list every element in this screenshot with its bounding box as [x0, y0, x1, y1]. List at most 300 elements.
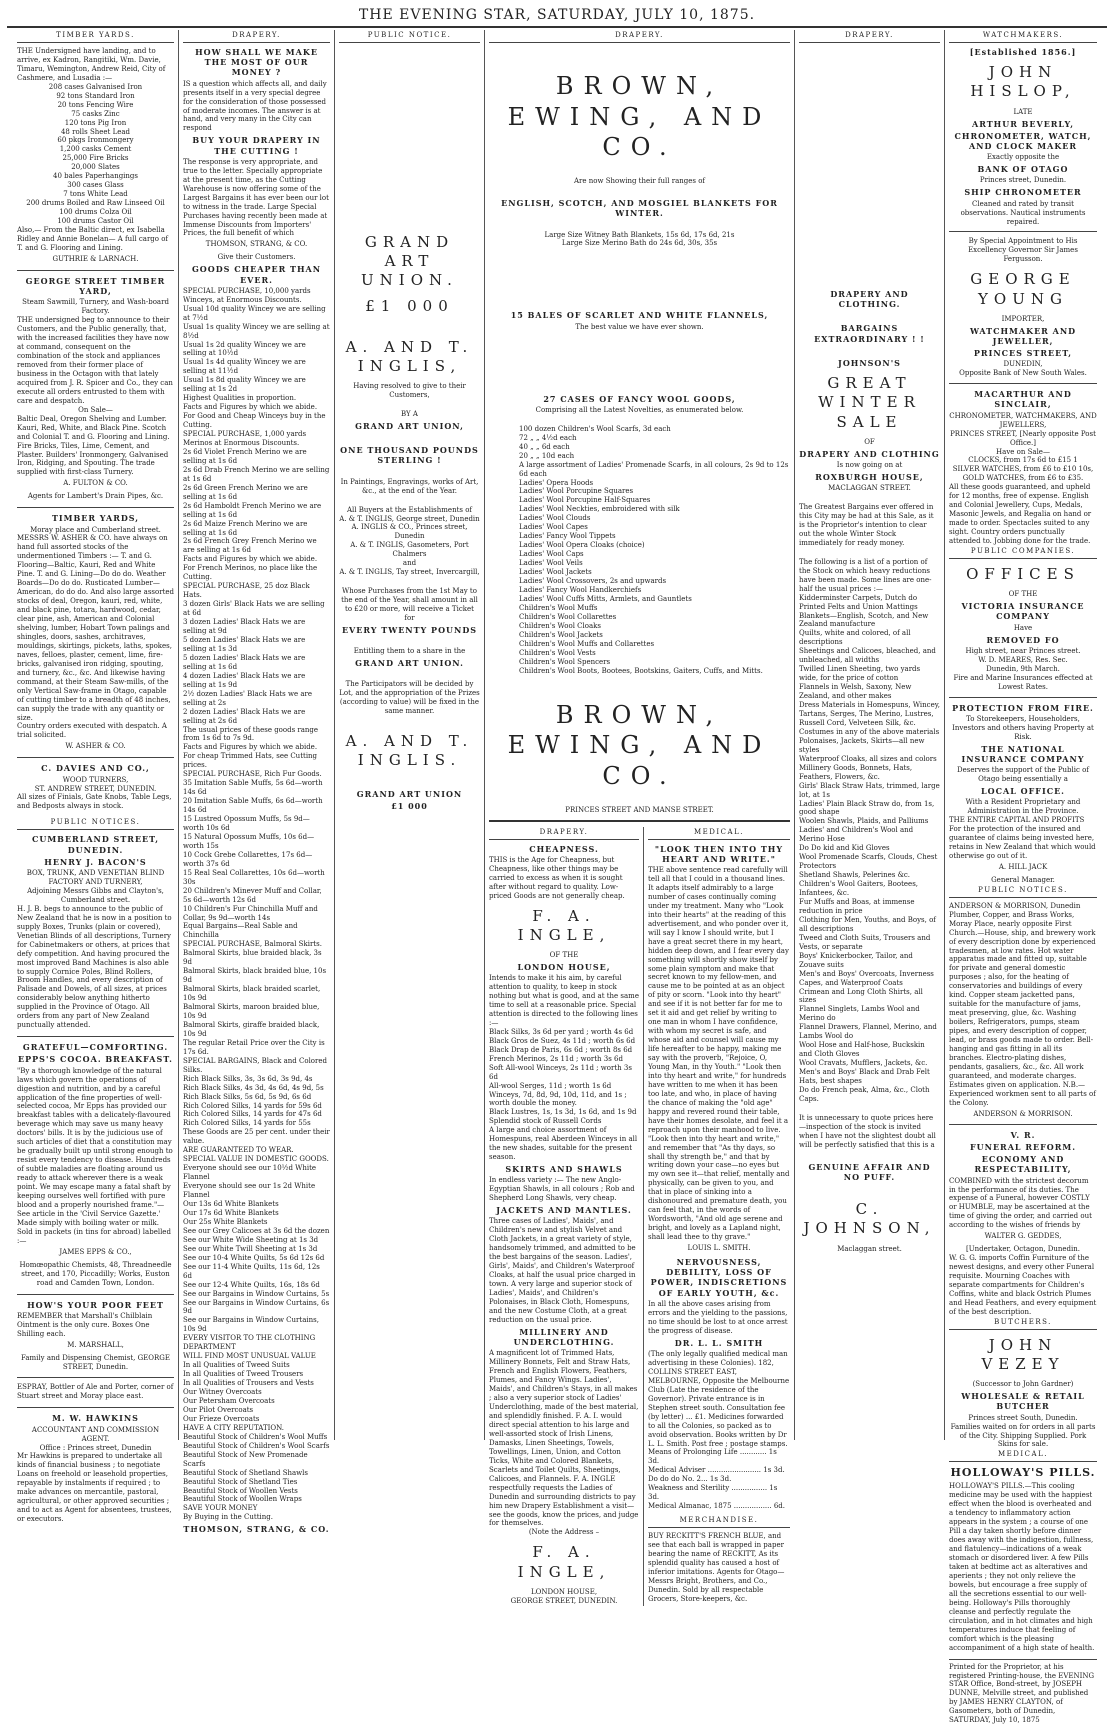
ad-text: By Special Appointment to His Excellency Governor Sir James Fergusson. — [968, 237, 1078, 264]
item-list — [17, 83, 174, 226]
goods-line: Ladies' Wool Caps — [519, 550, 584, 559]
ad-address: High street, near Princes street. — [965, 646, 1081, 655]
ad-text: A large and choice assortment of Homespuns, real Aberdeen Winceys in all the new shades, suitable for the present season. — [489, 1126, 638, 1162]
price-line: Highest Qualities in proportion. — [183, 394, 297, 403]
stock-line: Costumes in any of the above materials — [799, 727, 940, 736]
prize-amount: £1 000 — [365, 296, 454, 315]
ad-text: LATE — [1013, 107, 1033, 116]
ad-text: With a Resident Proprietary and Administration in the Province. — [965, 798, 1081, 816]
goods-line: Ladies' Wool Porcupine Half-Squares — [519, 496, 651, 505]
list-item: 40 bales Paperhangings — [52, 172, 138, 181]
ad-title: HOLLOWAY'S PILLS. — [950, 1466, 1096, 1480]
goods-line: Ladies' Wool Cuffs Mitts, Armlets, and Gauntlets — [519, 594, 692, 603]
ad-text: [Established 1856.] — [969, 46, 1077, 57]
list-item: Do do do No. 2... 1s 3d. — [648, 1475, 732, 1484]
stock-line: Wool Hose and Half-hose, Buckskin and Cloth Gloves — [799, 1041, 925, 1059]
price-line: Black Gros de Suez, 4s 11d ; worth 6s 6d — [489, 1036, 636, 1045]
ad-name: F. A. INGLE, — [517, 906, 611, 944]
ad-title: ENGLISH, SCOTCH, AND MOSGIEL BLANKETS FOR WINTER. — [501, 198, 778, 219]
price-line: See our Bargains in Window Curtains, 10s 9d — [183, 1316, 319, 1334]
ad-signature: A. FULTON & CO. — [63, 479, 128, 488]
goods-list — [489, 425, 790, 676]
royal-crest-text: V. R. — [1010, 1129, 1036, 1140]
price-list — [183, 287, 330, 1523]
ad-title: BARGAINS EXTRAORDINARY ! ! — [814, 323, 925, 344]
ad-text: Agents for Lambert's Drain Pipes, &c. — [27, 492, 164, 501]
ad-name: A. AND T. INGLIS. — [345, 732, 474, 770]
ad-signature: ANDERSON & MORRISON. — [973, 1109, 1073, 1118]
list-item: 200 drums Boiled and Raw Linseed Oil — [26, 199, 165, 208]
ad-text: All these goods guaranteed, and upheld for 12 months, free of expense. English and Colonial Jewellery, Cups, Medals, Masonic Jewels, and Regalia on hand or made to order. Spectacles suited to any sight. Country orders punctually attended to. Jobbing done for the trade. — [949, 483, 1092, 546]
price-line: SPECIAL PURCHASE, 25 doz Black Hats. — [183, 582, 310, 600]
price-line: SPECIAL PURCHASE, Balmoral Skirts. — [183, 940, 322, 949]
section-header: DRAPERY. — [489, 30, 790, 43]
ad-title: WATCHMAKER AND JEWELLER, — [969, 325, 1077, 346]
espray-ad — [17, 1383, 174, 1401]
price-line: In all Qualities of Tweed Suits — [183, 1361, 290, 1370]
price-line: Usual 1s 4d quality Wincey we are selling at 11½d — [183, 358, 306, 376]
goods-line: Ladies' Fancy Wool Handkerchiefs — [519, 585, 642, 594]
ad-text: On Sale— — [78, 405, 113, 414]
ad-title: CHEAPNESS. — [529, 843, 599, 854]
ad-title: GRAND ART UNION, — [355, 420, 464, 431]
ad-title: LONDON HOUSE, — [517, 961, 611, 972]
ad-text: A. & T. INGLIS, Tay street, Invercargill, — [339, 568, 480, 577]
goods-line: 40 „ „ 6d each — [519, 442, 570, 451]
goods-line: Children's Wool Cloaks — [519, 621, 601, 630]
ad-text: HOLLOWAY'S PILLS.—This cooling medicine may be used with the happiest effect when the blood is overheated and a tendency to inflammatory action appears in the system ; a course of one Pill a day taken shortly before dinner does away with the indigestion, fullness, and flatulency—indications of a weak stomach or disordered liver. A few Pills taken at bedtime act as alteratives and aperients ; they not only relieve the bowels, but encourage a free supply of all the secretions essential to our well-being. Holloway's Pills thoroughly cleanse and perfectly regulate the circulation, and in hot climates and high temperatures induce that feeling of comfort which is the pleasing accompaniment of a high state of health. — [949, 1482, 1095, 1652]
ad-title: DR. L. L. SMITH — [674, 1337, 764, 1348]
goods-line: Ladies' Wool Porcupine Squares — [519, 487, 634, 496]
ad-name: HENRY J. BACON'S — [44, 856, 147, 867]
price-line: SPECIAL PURCHASE, 10,000 yards Winceys, at Enormous Discounts. — [183, 286, 311, 304]
ad-title: HOW SHALL WE MAKE THE MOST OF OUR MONEY ? — [195, 46, 318, 78]
ad-address: PRINCES STREET, [Nearly opposite Post Office.] — [950, 429, 1096, 447]
masthead: THE EVENING STAR, SATURDAY, JULY 10, 1875. — [7, 4, 1107, 28]
ad-subtitle: Moray place and Cumberland street. — [30, 525, 161, 534]
price-line: Balmoral Skirts, blue braided black, 3s 9d — [183, 949, 322, 967]
ad-name: JOHN HISLOP, — [970, 63, 1076, 101]
ad-text: (Note the Address – — [528, 1528, 600, 1537]
ad-text: A. INGLIS & CO., Princes street, Dunedin — [351, 523, 468, 541]
stock-line: Kidderminster Carpets, Dutch do — [799, 593, 918, 602]
price-line: Our Petersham Overcoats — [183, 1396, 275, 1405]
stock-line: Wool Promenade Scarfs, Clouds, Chest Protectors — [799, 853, 938, 871]
ad-text: "By a thorough knowledge of the natural laws which govern the operations of digestion and nutrition, and by a careful application of the fine properties of well-selected cocoa, Mr Epps has provided our breakfast tables with a delicately-flavoured beverage which may save us many heavy doctors' bills. It is by the judicious use of such articles of diet that a constitution may be gradually built up until strong enough to resist every tendency to disease. Hundreds of subtle maladies are floating around us ready to attack wherever there is a weak point. We may escape many a fatal shaft by keeping ourselves well fortified with pure blood and a properly nourished frame."—See article in the 'Civil Service Gazette.' Made simply with boiling water or milk. Sold in packets (in tins for abroad) labelled :— — [17, 1066, 173, 1245]
section-header: MERCHANDISE. — [648, 1515, 790, 1528]
price-line: See our Grey Calicoes at 3s 6d the dozen — [183, 1226, 330, 1235]
stock-line: Shetland Shawls, Pelerines &c. — [799, 871, 910, 880]
ad-name: F. A. INGLE, — [517, 1543, 611, 1581]
ad-name: GEORGE YOUNG — [970, 270, 1076, 308]
ad-text: Large Size Witney Bath Blankets, 15s 6d, 17s 6d, 21s — [544, 230, 735, 239]
ad-title: SHIP CHRONOMETER — [964, 187, 1082, 198]
ad-signature: THOMSON, STRANG, & CO. — [205, 240, 308, 249]
ad-name: JOHN VEZEY — [981, 1335, 1065, 1374]
price-line: 15 Real Seal Collarettes, 10s 6d—worth 30s — [183, 868, 325, 886]
guthrie-ad — [17, 47, 174, 264]
ad-text: In all the above cases arising from errors and the yielding to the passions, no time should be lost to at once arrest the progress of disease. — [648, 1299, 788, 1335]
price-line: Rich Black Silks, 4s 3d, 4s 6d, 4s 9d, 5s — [183, 1083, 324, 1092]
ingle-column — [489, 827, 644, 1606]
ad-title: GRATEFUL—COMFORTING. — [22, 1042, 169, 1053]
stock-line: Dress Materials in Homespuns, Wincey, Tartans, Serges, The Merino, Lustres, Russell Cord, Velveteen Silk, &c. — [799, 701, 940, 727]
section-header: DRAPERY. — [799, 30, 940, 43]
ad-title: THE NATIONAL INSURANCE COMPANY — [961, 743, 1085, 764]
ad-text: Are now Showing their full ranges of — [573, 177, 706, 186]
ad-signature: M. MARSHALL, — [67, 1340, 124, 1349]
ad-subtitle: BOX, TRUNK, AND VENETIAN BLIND FACTORY AND TURNERY, — [26, 869, 165, 886]
ad-text: REMEMBER that Marshall's Chilblain Ointment is the only cure. Boxes One Shilling each. — [17, 1311, 153, 1338]
ad-title: BUY YOUR DRAPERY IN THE CUTTING ! — [192, 135, 321, 156]
list-item: 25,000 Fire Bricks — [62, 154, 129, 163]
ad-text: and — [402, 559, 417, 568]
price-line: Beautiful Stock of Shetland Shawls — [183, 1468, 309, 1477]
ad-text: Have — [1013, 623, 1033, 632]
ad-signature: W. D. MEARES, Res. Sec. — [978, 655, 1068, 664]
price-line: Usual 10d quality Wincey we are selling at 7½d — [183, 304, 326, 322]
ad-title: DRAPERY AND CLOTHING — [799, 448, 940, 459]
ad-title: ROXBURGH HOUSE, — [815, 471, 924, 482]
stock-line: Crimean and Long Cloth Shirts, all sizes — [799, 987, 923, 1005]
ad-text: [Undertaker, Octagon, Dunedin. — [965, 1245, 1081, 1254]
section-header: PUBLIC NOTICES. — [949, 885, 1097, 898]
price-line: See our Bargains in Window Curtains, 5s — [183, 1289, 330, 1298]
ad-text: Intends to make it his aim, by careful attention to quality, to keep in stock nothing but what is good, and at the same time to sell at a reasonable price. Special attention is directed to the following lines :— — [489, 974, 639, 1027]
list-item: 120 tons Pig Iron — [64, 118, 127, 127]
price-line: See our 12-4 White Quilts, 16s, 18s 6d — [183, 1280, 320, 1289]
ad-text: In Paintings, Engravings, works of Art, &c., at the end of the Year. — [340, 477, 479, 495]
ad-text: THE Undersigned have landing, and to arrive, ex Kadron, Rangitiki, Wm. Davie, Timaru, Wemington, Andrew Reid, City of Cashmere, and Lusadia :— — [17, 46, 166, 82]
price-line: Black Lustres, 1s, 1s 3d, 1s 6d, and 1s 9d — [489, 1108, 637, 1117]
list-item: Medical Adviser ........................ 1s 3d. — [648, 1466, 785, 1475]
ad-text: THE undersigned beg to announce to their Customers, and the Public generally, that, with the increased facilities they have now at command, consequent on the combination of the stock and appliances removed from their former place of business in the Octagon with that lately acquired from J. R. Spicer and Co., they can execute all orders entrusted to them with care and despatch. — [17, 316, 173, 405]
price-line: Soft All-wool Winceys, 2s 11d ; worth 3s 6d — [489, 1063, 632, 1081]
ad-title: GENUINE AFFAIR AND NO PUFF. — [808, 1161, 931, 1182]
price-line: Rich Colored Silks, 14 yards for 47s 6d — [183, 1110, 322, 1119]
ad-title: REMOVED FO — [986, 634, 1060, 645]
ad-text: ESPRAY, Bottler of Ale and Porter, corner of Stuart street and Moray place east. — [17, 1383, 174, 1401]
price-line: Balmoral Skirts, black braided scarlet, 10s 9d — [183, 985, 321, 1003]
ad-text: ANDERSON & MORRISON, Dunedin Plumber, Copper, and Brass Works, Moray Place, nearly opposite First Church.—House, ship, and brewery work of every description done by experienced tradesmen, at low rates. Hot water apparatus made and fitted up, suitable for private and general domestic purposes ; also, for the heating of conservatories and buildings of every kind. Copper steam jacketted pans, suitable for the manufacture of jams, meat preserving, glue, &c. Washing boilers, Refrigerators, pumps, steam pipes, and every description of copper, lead, or brass goods made to order. Bell-hanging and gas fitting in all its branches. Electro-plating dishes, pendants, gasaliers, &c., &c. All work guaranteed, and moderate charges. Estimates given on application. N.B.—Experienced workmen sent to all parts of the Colony. — [949, 901, 1096, 1107]
goods-line: 20 „ „ 10d each — [519, 451, 575, 460]
price-line: Black Silks, 3s 6d per yard ; worth 4s 6d — [489, 1027, 634, 1036]
ad-text: THE above sentence read carefully will tell all that I could in a thousand lines. It adapts itself admirably to a large number of cases continually coming under my treatment. Many who "Look into their hearts" at the reading of this advertisement, and who ponder over it, will say I know I should write, but I have a great secret there in my heart, hidden deep down, and I fear every day something will shortly show itself by some plain symptom and make that secret known to my fellow-men, and cause me to be pointed at as an object of pity or scorn. "Look into thy heart" and see if it is not better far for me to set it aid and get relief by writing to one man in whom I have confidence, with whom my secret is safe, and whose aid and counsel will cause my life hereafter to be happy, making me say with the proverb, "Rejoice, O, Young Man, in thy Youth." "Look then into thy heart and write," for hundreds have written to me when it has been too late, and who, in place of having the chance of making the "old age" happy and revered round their table, have their homes desolate, and feel it a reproach upon their manhood to live. "Look then into thy heart and write," and remember that "As thy days, so shall thy strength be," and that by writing down your case—no eyes but my own see it—that relief, mentally and physically, can be given to you, and that in place of sinking into a dishonoured and premature death, you can feel that, in the words of Wordsworth, "And old age serene and bright, and lovely as a Lapland night, shall lead thee to thy grave." — [648, 866, 790, 1242]
ad-address: Opposite Bank of New South Wales. — [959, 369, 1087, 378]
list-item: Means of Prolonging Life ............ 1s 3d. — [648, 1448, 777, 1466]
ad-text: CLOCKS, from 17s 6d to £15 1 — [968, 456, 1078, 465]
price-line: Beautiful Stock of Woollen Wraps — [183, 1495, 302, 1504]
ad-text: Have on Sale— — [996, 447, 1050, 456]
section-header: PUBLIC COMPANIES. — [949, 546, 1097, 559]
price-line: Our Witney Overcoats — [183, 1388, 262, 1397]
price-line: The regular Retail Price over the City is 17s 6d. — [183, 1038, 325, 1056]
ad-subtitle: Steam Sawmill, Turnery, and Wash-board Factory. — [22, 298, 169, 316]
price-line: The usual prices of these goods range from 1s 6d to 7s 9d. — [183, 725, 319, 743]
stock-line: Flannel Singlets, Lambs Wool and Merino do — [799, 1005, 920, 1023]
bacon-ad — [17, 834, 174, 1030]
stock-line: Men's and Boys' Overcoats, Inverness Capes, and Waterproof Coats — [799, 969, 934, 987]
ad-title: GRAND ART UNION — [356, 788, 463, 799]
ad-text: Country orders executed with despatch. A trial solicited. — [17, 722, 167, 740]
goods-line: Ladies' Fancy Wool Tippets — [519, 532, 616, 541]
ad-title: "LOOK THEN INTO THY HEART AND WRITE." — [654, 843, 784, 864]
ad-text: IMPORTER, — [1001, 314, 1045, 323]
price-line: Rich Black Silks, 3s, 3s 6d, 3s 9d, 4s — [183, 1074, 313, 1083]
column-4 — [485, 30, 795, 1605]
stock-line: Sheetings and Calicoes, bleached, and unbleached, all widths — [799, 647, 936, 665]
price-line: For French Merinos, no place like the Cutting. — [183, 564, 318, 582]
ad-address: GEORGE STREET, DUNEDIN. — [510, 1596, 618, 1605]
stock-line: Clothing for Men, Youths, and Boys, of all descriptions — [799, 915, 936, 933]
list-item: 20,000 Slates — [71, 163, 120, 172]
ad-text: All Buyers at the Establishments of — [346, 505, 473, 514]
ad-title: MILLINERY AND UNDERCLOTHING. — [513, 1326, 615, 1348]
ad-address: Maclaggan street. — [837, 1244, 902, 1253]
ad-name: JOHNSON'S — [838, 357, 901, 368]
list-item: Medical Almanac, 1875 ................. 6d. — [648, 1502, 785, 1511]
ad-title: EVERY TWENTY POUNDS — [341, 624, 478, 635]
stock-line: Ladies' Plain Black Straw do, from 1s, good shape — [799, 799, 935, 817]
list-item: 92 tons Standard Iron — [56, 91, 135, 100]
section-header: TIMBER YARDS. — [17, 30, 174, 43]
ad-text: Also,— From the Baltic direct, ex Isabella Ridley and Annie Bonelan— A full cargo of T. and G. Flooring and Lining. — [17, 226, 169, 252]
price-line: 2 dozen Ladies' Black Hats we are selling at 2s 6d — [183, 707, 306, 725]
price-line: For Good and Cheap Winceys buy in the Cutting. — [183, 412, 326, 430]
ad-text: THIS is the Age for Cheapness, but Cheapness, like other things may be carried to excess as when it is sought after without regard to quality. Low-priced Goods are not generally cheap. — [489, 855, 625, 900]
goods-line: Ladies' Wool Veils — [519, 559, 583, 568]
ad-title: GEORGE STREET TIMBER YARD, — [25, 275, 166, 297]
goods-line: Ladies' Wool Jackets — [519, 568, 592, 577]
price-line: Beautiful Stock of Children's Wool Scarfs — [183, 1441, 330, 1450]
price-line: Our 13s 6d White Blankets — [183, 1200, 279, 1209]
list-item: 7 tons White Lead — [63, 190, 128, 199]
imprint: Printed for the Proprietor, at his registered Printing-house, the EVENING STAR Office, Bond-street, by JOSEPH DUNNE, Melville street, and published by JAMES HENRY CLAYTON, of Gasometers, both of Dunedin, SATURDAY, July 10, 1875 — [949, 1659, 1097, 1725]
ad-title: ONE THOUSAND POUNDS STERLING ! — [340, 445, 479, 466]
ad-title: GRAND ART UNION. — [361, 232, 458, 290]
ad-signature: WALTER G. GEDDES, — [984, 1232, 1062, 1241]
price-line: 15 Natural Opossum Muffs, 10s 6d—worth 15s — [183, 832, 315, 850]
goods-line: Children's Wool Vests — [519, 648, 596, 657]
price-line: 2½ dozen Ladies' Black Hats we are selling at 2s — [183, 689, 313, 707]
price-line: See our White Twill Sheeting at 1s 3d — [183, 1244, 318, 1253]
column-3 — [335, 30, 485, 1440]
section-header: DRAPERY. — [183, 30, 330, 43]
price-line: Rich Colored Silks, 14 yards for 59s 6d — [183, 1101, 322, 1110]
price-line: Facts and Figures by which we abide. — [183, 743, 318, 752]
price-line: Splendid stock of Russell Cords — [489, 1117, 602, 1126]
ad-text: Fire and Marine Insurances effected at Lowest Rates. — [953, 673, 1093, 691]
price-line: Balmoral Skirts, black braided blue, 10s 9d — [183, 967, 327, 985]
price-line: SPECIAL PURCHASE, Rich Fur Goods. — [183, 770, 322, 779]
goods-line: 100 dozen Children's Wool Scarfs, 3d each — [519, 424, 671, 433]
ad-text: DUNEDIN, — [1003, 360, 1043, 369]
price-line: For cheap Trimmed Hats, see Cutting prices. — [183, 752, 318, 770]
ad-signature: LOUIS L. SMITH. — [687, 1244, 751, 1253]
marshall-ad — [17, 1300, 174, 1372]
ad-text: Having resolved to give to their Customers, — [353, 382, 466, 400]
price-line: 2s 6d Hamboldt French Merino we are selling at 1s 6d — [183, 501, 322, 519]
price-line: See our 11-4 White Quilts, 11s 6d, 12s 6d — [183, 1262, 320, 1280]
ad-title: TIMBER YARDS, — [51, 513, 140, 524]
price-line: 4 dozen Ladies' Black Hats we are selling at 1s 9d — [183, 671, 306, 689]
ad-text: THE ENTIRE CAPITAL AND PROFITS For the protection of the insured and guarantee of claims being invested here, retains in New Zealand that which would otherwise go out of it. — [949, 816, 1096, 860]
ad-text: The Participators will be decided by Lot, and the appropriation of the Prizes (according to value) will be fixed in the same manner. — [339, 680, 480, 716]
goods-line: Children's Wool Muffs and Collarettes — [519, 639, 655, 648]
ad-name: EPPS'S COCOA. BREAKFAST. — [18, 1054, 173, 1065]
ad-title: PROTECTION FROM FIRE. — [952, 702, 1094, 713]
goods-line: Children's Wool Boots, Bootees, Bootskins, Gaiters, Cuffs, and Mitts. — [519, 666, 763, 675]
price-line: 3 dozen Ladies' Black Hats we are selling at 9d — [183, 618, 306, 636]
price-line: 2s 6d Drab French Merino we are selling at 1s 6d — [183, 465, 330, 483]
ad-title: GOODS CHEAPER THAN EVER. — [191, 264, 322, 285]
ad-subtitle: ACCOUNTANT AND COMMISSION AGENT. — [31, 1425, 160, 1443]
stock-line: Quilts, white and colored, of all descriptions — [799, 629, 911, 647]
ad-text: MESSRS W. ASHER & CO. have always on hand full assorted stocks of the undermentioned Timbers :— T. and G. Flooring—Baltic, Kauri, Red and White Pine. T. and G. Lining—Do do do. Weather Boards—Do do do. Rusticated Lumber—American, do do do. And also large assorted stocks of deal, Oregon, kauri, red, white, and black pine, totara, hardwood, cedar, clear pine, ash, American and Colonial shelving, lumber, Hobart Town palings and shingles, doors, sashes, architraves, mouldings, skirtings, pickets, laths, spokes, naves, felloes, plaster, cement, lime, fire-bricks, galvanised iron ridging, spouting, and turnery, &c., &c. And likewise having command, at their Steam Saw-mills, of the only Vertical Saw-frame in Otago, capable of cutting timber to a breadth of 48 inches, can supply the trade with any quantity or size. — [17, 534, 175, 722]
section-header: PUBLIC NOTICES. — [17, 817, 174, 830]
ad-text: Three cases of Ladies', Maids', and Children's new and stylish Velvet and Cloth Jackets, in a great variety of style, handsomely trimmed, and admitted to be the best bargains of the season. Ladies', Girls', Maids', and Children's Waterproof Cloaks, at half the usual price charged in town. A very large and superior stock of Ladies', Maids', and Children's Polonaises, in Black Cloth, Homespuns, and the new Costume Cloth, at a great reduction on the usual price. — [489, 1217, 636, 1324]
ad-title: OFFICES — [966, 564, 1080, 583]
price-line: SPECIAL BARGAINS, Black and Colored Silks. — [183, 1056, 327, 1074]
ad-text: Baltic Deal, Oregon Shelving and Lumber. Kauri, Red, White, and Black Pine. Scotch and Colonial T. and G. Flooring and Lining. Fire Bricks, Tiles, Lime, Cement, and Plaster. Builders' Ironmongery, Galvanised Iron, Ridging, and Spouting. The trade supplied with first-class Turnery. — [17, 414, 170, 477]
ad-title: BANK OF OTAGO — [977, 164, 1069, 175]
list-item: 300 cases Glass — [67, 181, 124, 190]
list-item: 100 drums Castor Oil — [57, 217, 134, 226]
price-line: Rich Black Silks, 5s 6d, 5s 9d, 6s 6d — [183, 1092, 312, 1101]
stock-line: Tweed and Cloth Suits, Trousers and Vests, or separate — [799, 933, 931, 951]
goods-line: 72 „ „ 4½d each — [519, 433, 577, 442]
ad-address: MACLAGGAN STREET. — [828, 484, 911, 493]
ad-title: HOW'S YOUR POOR FEET — [27, 1299, 164, 1310]
ad-title: LOCAL OFFICE. — [981, 786, 1065, 796]
ad-signature: C. JOHNSON, — [803, 1200, 936, 1238]
list-item: Weakness and Sterility ................ 1s 3d. — [648, 1484, 778, 1502]
ad-text: In endless variety :— The new Anglo-Egyptian Shawls, in all colours ; Rob and Shepherd Long Shawls, very cheap. — [489, 1176, 635, 1203]
ad-name: M. W. HAWKINS — [52, 1413, 139, 1424]
ad-text: (The only legally qualified medical man advertising in these Colonies). 182, COLLINS STREET EAST, MELBOURNE, Opposite the Melbourne Club (Late the residence of the Governor). Private entrance is in Stephen street south. Consultation fee (by letter) ... £1. Medicines forwarded to all the Colonies, so packed as to avoid observation. Books written by Dr L. L. Smith. Post free ; postage stamps. — [648, 1350, 790, 1448]
stock-line: Polonaises, Jackets, Skirts—all new styles — [799, 736, 925, 754]
ad-subtitle: WOOD TURNERS, — [62, 775, 129, 784]
ad-text: OF THE — [549, 950, 579, 959]
ad-text: A magnificent lot of Trimmed Hats, Millinery Bonnets, Felt and Straw Hats, French and English Flowers, Feathers, Plumes, and Fancy Wings. Ladies', Maids', and Children's Stays, in all makes ; also a very superior stock of Ladies' Underclothing, made of the best material, and splendidly finished. F. A. I. would direct special attention to his large and well-assorted stock of Irish Linens, Damasks, Linen Sheetings, Towels, Towellings, Linen, Union, and Cotton Ticks, White and Colored Blankets, Scarlets and Toilet Quilts, Sheetings, Calicoes, and Flannels. F. A. INGLE respectfully requests the Ladies of Dunedin and surrounding districts to pay him new Drapery Establishment a visit—see the goods, know the prices, and judge for themselves. — [489, 1349, 639, 1528]
ad-title: 15 BALES OF SCARLET AND WHITE FLANNELS, — [510, 310, 769, 321]
epps-ad — [17, 1042, 174, 1287]
price-line: 10 Children's Fur Chinchilla Muff and Collar, 9s 9d—worth 14s — [183, 904, 318, 922]
ad-address: PRINCES STREET AND MANSE STREET. — [565, 805, 714, 814]
ad-text: All sizes of Finials, Gate Knobs, Table Legs, and Bedposts always in stock. — [17, 793, 172, 811]
ad-text: Deserves the support of the Public of Otago being essentially a — [957, 766, 1089, 784]
price-line: Usual 1s 2d quality Wincey we are selling at 10½d — [183, 340, 306, 358]
stock-line: Printed Felts and Union Mattings — [799, 602, 918, 611]
george-street-timber-ad — [17, 276, 174, 501]
ad-title: GRAND ART UNION. — [355, 658, 464, 669]
price-line: 20 Children's Minever Muff and Collar, 5s 6d—worth 12s 6d — [183, 886, 322, 904]
price-line: Everyone should see our 10½d White Flannel — [183, 1164, 317, 1182]
stock-line: Fur Muffs and Boas, at immense reduction in price — [799, 898, 915, 915]
price-line: In all Qualities of Tweed Trousers — [183, 1370, 304, 1379]
ad-title: FUNERAL REFORM. — [969, 1141, 1076, 1152]
list-item: 1,200 casks Cement — [59, 145, 132, 154]
ad-title: JACKETS AND MANTLES. — [496, 1205, 632, 1216]
ad-text: Families waited on for orders in all parts of the City. Shipping Supplied. Pork Skins for sale. — [950, 1422, 1096, 1449]
ad-signature: A. HILL JACK — [998, 862, 1048, 871]
price-line: ARE GUARANTEED TO WEAR. — [183, 1146, 294, 1155]
column-2 — [179, 30, 335, 1535]
price-line: EVERY VISITOR TO THE CLOTHING DEPARTMENT — [183, 1334, 316, 1352]
section-header: DRAPERY. — [489, 827, 639, 840]
price-line: Balmoral Skirts, maroon braided blue, 10s 9d — [183, 1003, 320, 1020]
price-list — [489, 1028, 639, 1126]
ad-title: NERVOUSNESS, DEBILITY, LOSS OF POWER, INDISCRETIONS OF EARLY YOUTH, &c. — [650, 1257, 788, 1298]
ad-text: Family and Dispensing Chemist, GEORGE STREET, Dunedin. — [20, 1353, 170, 1371]
price-line: Equal Bargains—Real Sable and Chinchilla — [183, 922, 298, 940]
price-line: Our 17s 6d White Blankets — [183, 1208, 279, 1217]
goods-line: Children's Wool Collarettes — [519, 612, 617, 621]
stock-line: Men's and Boys' Black and Drab Felt Hats, best shapes — [799, 1068, 930, 1086]
ad-name: A. AND T. INGLIS, — [345, 337, 474, 375]
price-line: Usual 1s quality Wincey we are selling at 8½d — [183, 322, 330, 340]
list-item: 60 pkgs Ironmongery — [57, 136, 134, 145]
price-line: 2s 6d Maize French Merino we are selling at 1s 6d — [183, 519, 308, 537]
ad-text: BY A — [401, 409, 418, 418]
stock-line: Wool Cravats, Mufflers, Jackets, &c. — [799, 1059, 928, 1068]
ad-title: DRAPERY AND CLOTHING. — [830, 288, 909, 310]
stock-line: Do do French peak, Alma, &c., Cloth Caps. — [799, 1086, 930, 1103]
price-line: Facts and Figures by which we abide. — [183, 403, 318, 412]
ad-text: It is unnecessary to quote prices here—inspection of the stock is invited when I have not the slightest doubt all will be perfectly satisfied that this is a — [799, 1113, 936, 1149]
column-6 — [945, 30, 1101, 1725]
stock-line: Twilled Linen Sheeting, two yards wide, for the price of cotton — [799, 665, 921, 683]
list-item: 20 tons Fencing Wire — [57, 100, 134, 109]
stock-line: Girls' Black Straw Hats, trimmed, large lot, at 1s — [799, 781, 940, 799]
price-line: SPECIAL PURCHASE, 1,000 yards Merinos at Enormous Discounts. — [183, 430, 307, 447]
price-line: These Goods are 25 per cent. under their value. — [183, 1128, 330, 1146]
brand-name: BROWN, EWING, AND CO. — [507, 71, 772, 162]
price-line: 2s 6d Green French Merino we are selling at 1s 6d — [183, 483, 308, 501]
stock-line: Waterproof Cloaks, all sizes and colors — [799, 754, 937, 763]
ad-address: ST. ANDREW STREET, DUNEDIN. — [34, 784, 157, 793]
ad-title: VICTORIA INSURANCE COMPANY — [961, 601, 1085, 622]
ad-address: Princes street South, Dunedin. — [968, 1413, 1078, 1422]
ad-signature: W. ASHER & CO. — [65, 742, 126, 751]
goods-line: Ladies' Opera Hoods — [519, 478, 594, 487]
stock-line: Ladies' and Children's Wool and Merino Hose — [799, 826, 914, 844]
ad-text: COMBINED with the strictest decorum in the performance of its duties. The expense of a Funeral, however COSTLY or HUMBLE, may be ascertained at the time of giving the order, and carried out according to the wishes of friends by — [949, 1176, 1092, 1230]
stock-line: Children's Wool Gaiters, Bootees, Infantees, &c. — [799, 880, 919, 898]
ad-text: OF THE — [1008, 590, 1038, 599]
price-line: Winceys, 7d, 8d, 9d, 10d, 11d, and 1s ; worth double the money. — [489, 1090, 627, 1108]
ad-text: Entitling them to a share in the — [353, 647, 466, 656]
ad-title: ECONOMY AND RESPECTABILITY, — [974, 1154, 1072, 1175]
ad-text: LONDON HOUSE, — [530, 1587, 598, 1596]
ad-text: Homœopathic Chemists, 48, Threadneedle street, and 170, Piccadilly; Works, Euston road and Camden Town, London. — [19, 1260, 172, 1287]
ad-text: BUY RECKITT'S FRENCH BLUE, and see that each ball is wrapped in paper bearing the name of RECKITT, As its splendid quality has caused a host of inferior imitations. Agents for Otago—Messrs Bright, Brothers, and Co., Dunedin. Sold by all respectable Grocers, Store-keepers, &c. — [648, 1532, 785, 1603]
davies-ad — [17, 763, 174, 811]
column-1 — [13, 30, 179, 1524]
price-line: WILL FIND MOST UNUSUAL VALUE — [183, 1352, 316, 1361]
ad-address: Adjoining Messrs Gibbs and Clayton's, Cumberland street. — [27, 886, 164, 904]
price-line: Balmoral Skirts, giraffe braided black, 10s 9d — [183, 1020, 320, 1038]
ad-signature: GUTHRIE & LARNACH. — [52, 254, 139, 263]
price-line: 15 Lustred Opossum Muffs, 5s 9d—worth 10s 6d — [183, 815, 310, 832]
list-item: 208 cases Galvanised Iron — [48, 82, 143, 91]
ad-text: Comprising all the Latest Novelties, as enumerated below. — [535, 405, 744, 414]
ad-text: A. & T. INGLIS, George street, Dunedin — [339, 514, 480, 523]
stock-list — [799, 594, 940, 1104]
price-line: Usual 1s 8d quality Wincey we are selling at 1s 2d — [183, 376, 306, 394]
price-line: French Merinos, 2s 11d ; worth 3s 6d — [489, 1054, 623, 1063]
goods-line: Ladies' Wool Crossovers, 2s and upwards — [519, 577, 667, 586]
